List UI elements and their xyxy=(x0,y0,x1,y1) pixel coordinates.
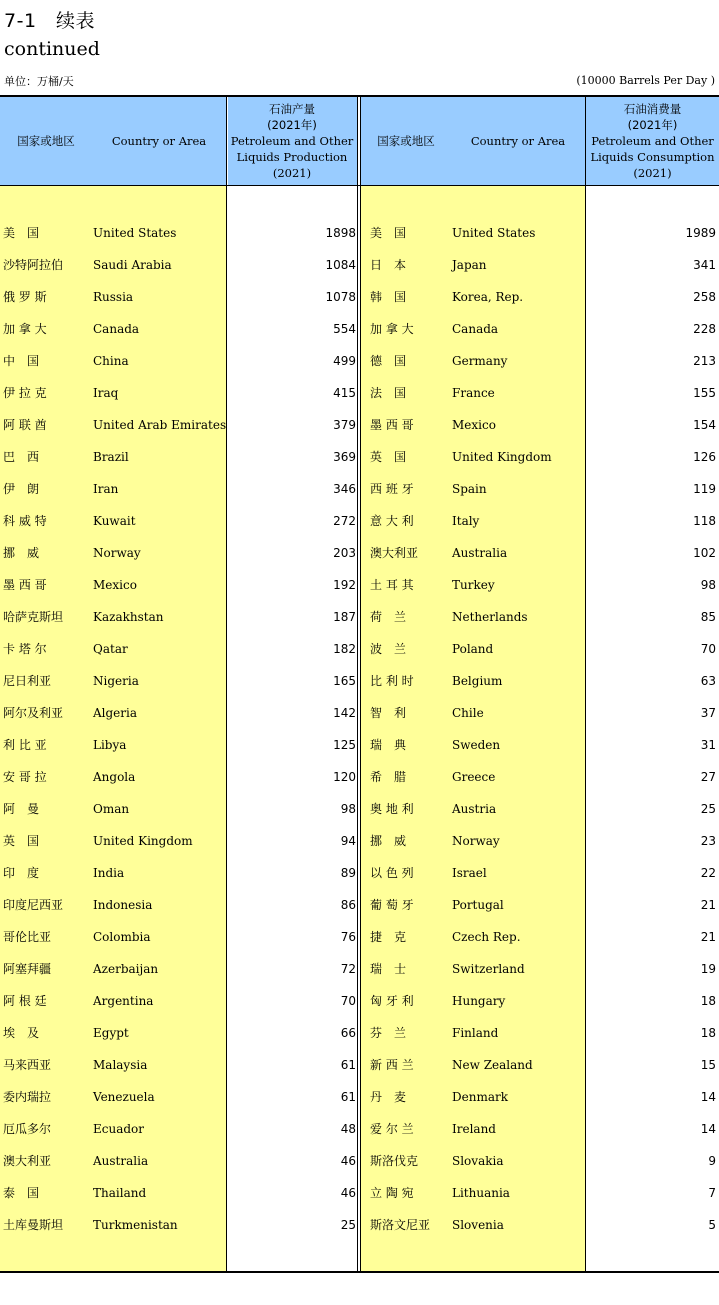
country-name-cn: 加 拿 大 xyxy=(3,322,47,336)
country-name-cn: 埃 及 xyxy=(3,1026,40,1040)
table-row xyxy=(367,825,716,857)
value-cell: 89 xyxy=(340,866,356,880)
country-name-cn: 阿 联 酋 xyxy=(3,418,47,432)
country-name-en: Venezuela xyxy=(93,1090,155,1104)
country-name-en: Switzerland xyxy=(452,962,525,976)
country-name-cn: 德 国 xyxy=(370,354,407,368)
country-name-en: Denmark xyxy=(452,1090,508,1104)
country-name-cn: 委内瑞拉 xyxy=(3,1090,52,1104)
table-row xyxy=(0,1081,356,1113)
country-name-cn: 沙特阿拉伯 xyxy=(3,258,64,272)
table-row xyxy=(0,601,356,633)
table-row xyxy=(367,473,716,505)
country-name-cn: 智 利 xyxy=(370,706,407,720)
value-cell: 14 xyxy=(700,1122,716,1136)
value-cell: 5 xyxy=(708,1218,716,1232)
consumption-header-line: (2021) xyxy=(633,166,672,180)
country-name-en: Angola xyxy=(93,770,136,784)
country-name-cn: 法 国 xyxy=(370,386,407,400)
value-cell: 19 xyxy=(700,962,716,976)
country-name-cn: 西 班 牙 xyxy=(370,482,414,496)
value-cell: 126 xyxy=(693,450,716,464)
divider-center-b xyxy=(360,96,361,1272)
country-name-en: Canada xyxy=(93,322,140,336)
table-row xyxy=(367,697,716,729)
value-cell: 46 xyxy=(340,1154,356,1168)
value-cell: 72 xyxy=(340,962,356,976)
value-cell: 258 xyxy=(693,290,716,304)
country-name-en: Netherlands xyxy=(452,610,528,624)
table-row xyxy=(367,1049,716,1081)
table-row xyxy=(367,1017,716,1049)
country-name-cn: 印 度 xyxy=(3,866,40,880)
country-name-cn: 爱 尔 兰 xyxy=(370,1122,414,1136)
country-name-en: Nigeria xyxy=(93,674,139,688)
country-name-cn: 荷 兰 xyxy=(370,610,407,624)
country-name-en: Kazakhstan xyxy=(93,610,164,624)
country-name-cn: 英 国 xyxy=(370,450,407,464)
value-cell: 22 xyxy=(700,866,716,880)
production-header-line: Petroleum and Other xyxy=(230,134,354,148)
country-name-en: Belgium xyxy=(452,674,503,688)
value-cell: 119 xyxy=(693,482,716,496)
table-row xyxy=(0,1049,356,1081)
country-name-en: Italy xyxy=(452,514,480,528)
country-name-en: Ireland xyxy=(452,1122,496,1136)
country-name-en: Australia xyxy=(93,1154,149,1168)
table-row xyxy=(0,409,356,441)
country-name-cn: 斯洛伐克 xyxy=(370,1154,419,1168)
value-cell: 346 xyxy=(333,482,356,496)
table-row xyxy=(0,345,356,377)
country-name-en: China xyxy=(93,354,129,368)
table-row xyxy=(367,857,716,889)
production-header xyxy=(227,97,357,185)
table-row xyxy=(0,857,356,889)
country-name-en: Portugal xyxy=(452,898,504,912)
country-name-cn: 卡 塔 尔 xyxy=(3,642,47,656)
value-cell: 341 xyxy=(693,258,716,272)
table-row xyxy=(367,921,716,953)
value-cell: 203 xyxy=(333,546,356,560)
value-cell: 70 xyxy=(700,642,716,656)
value-cell: 86 xyxy=(340,898,356,912)
value-cell: 18 xyxy=(700,1026,716,1040)
country-name-cn: 尼日利亚 xyxy=(3,674,52,688)
country-name-en: Spain xyxy=(452,482,487,496)
unit-label-cn: 单位：万桶/天 xyxy=(4,75,74,88)
table-row xyxy=(0,249,356,281)
value-cell: 369 xyxy=(333,450,356,464)
value-cell: 125 xyxy=(333,738,356,752)
value-cell: 7 xyxy=(708,1186,716,1200)
table-row xyxy=(0,633,356,665)
country-name-cn: 墨 西 哥 xyxy=(3,578,47,592)
country-name-en: Finland xyxy=(452,1026,499,1040)
country-name-en: Hungary xyxy=(452,994,506,1008)
value-cell: 76 xyxy=(340,930,356,944)
value-cell: 182 xyxy=(333,642,356,656)
table-row xyxy=(0,505,356,537)
country-name-cn: 挪 威 xyxy=(370,834,407,848)
country-name-en: Colombia xyxy=(93,930,151,944)
consumption-header-line: (2021年) xyxy=(627,118,678,132)
country-name-cn: 阿 曼 xyxy=(3,802,40,816)
country-name-en: Oman xyxy=(93,802,130,816)
country-name-en: Iran xyxy=(93,482,119,496)
table-row xyxy=(0,473,356,505)
value-cell: 66 xyxy=(340,1026,356,1040)
table-row xyxy=(0,1017,356,1049)
left-country-en-header: Country or Area xyxy=(111,134,207,148)
table-row xyxy=(367,217,716,249)
value-cell: 31 xyxy=(700,738,716,752)
country-name-en: Russia xyxy=(93,290,134,304)
table-row xyxy=(0,921,356,953)
country-name-en: Algeria xyxy=(93,706,138,720)
country-name-en: Thailand xyxy=(93,1186,147,1200)
consumption-header xyxy=(586,97,719,185)
table-row xyxy=(367,249,716,281)
country-name-en: Israel xyxy=(452,866,487,880)
country-name-cn: 意 大 利 xyxy=(370,514,414,528)
country-name-cn: 匈 牙 利 xyxy=(370,994,414,1008)
table-subtitle: continued xyxy=(4,38,100,60)
unit-label-en: (10000 Barrels Per Day ) xyxy=(576,74,715,87)
country-name-cn: 希 腊 xyxy=(370,770,407,784)
country-name-cn: 以 色 列 xyxy=(370,866,414,880)
value-cell: 192 xyxy=(333,578,356,592)
value-cell: 23 xyxy=(700,834,716,848)
value-cell: 94 xyxy=(340,834,356,848)
country-name-en: Canada xyxy=(452,322,499,336)
country-name-cn: 波 兰 xyxy=(370,642,407,656)
value-cell: 37 xyxy=(700,706,716,720)
value-cell: 554 xyxy=(333,322,356,336)
country-name-cn: 巴 西 xyxy=(3,450,40,464)
table-row xyxy=(367,441,716,473)
country-name-en: Egypt xyxy=(93,1026,129,1040)
value-cell: 142 xyxy=(333,706,356,720)
country-name-en: Japan xyxy=(452,258,487,272)
right-country-cn-header: 国家或地区 xyxy=(377,134,435,148)
country-name-cn: 挪 威 xyxy=(3,546,40,560)
table-row xyxy=(367,505,716,537)
country-name-en: Lithuania xyxy=(452,1186,510,1200)
country-name-cn: 俄 罗 斯 xyxy=(3,290,47,304)
country-name-cn: 斯洛文尼亚 xyxy=(370,1218,431,1232)
value-cell: 27 xyxy=(700,770,716,784)
table-row xyxy=(0,313,356,345)
table-row xyxy=(0,537,356,569)
table-row xyxy=(0,729,356,761)
country-name-cn: 阿 根 廷 xyxy=(3,994,47,1008)
table-row xyxy=(367,985,716,1017)
value-cell: 98 xyxy=(340,802,356,816)
country-name-en: United Kingdom xyxy=(93,834,193,848)
country-name-en: India xyxy=(93,866,125,880)
country-name-cn: 日 本 xyxy=(370,258,407,272)
value-cell: 118 xyxy=(693,514,716,528)
value-cell: 272 xyxy=(333,514,356,528)
value-cell: 15 xyxy=(700,1058,716,1072)
country-name-cn: 澳大利亚 xyxy=(370,546,419,560)
value-cell: 18 xyxy=(700,994,716,1008)
value-cell: 165 xyxy=(333,674,356,688)
country-name-en: Turkmenistan xyxy=(93,1218,178,1232)
country-name-cn: 澳大利亚 xyxy=(3,1154,52,1168)
value-cell: 120 xyxy=(333,770,356,784)
consumption-header-line: Liquids Consumption xyxy=(590,150,715,164)
country-name-en: United Kingdom xyxy=(452,450,552,464)
table-row xyxy=(0,1145,356,1177)
country-name-cn: 伊 朗 xyxy=(3,482,40,496)
table-row xyxy=(0,1177,356,1209)
divider-center-a xyxy=(357,96,358,1272)
country-name-cn: 哥伦比亚 xyxy=(3,930,52,944)
value-cell: 379 xyxy=(333,418,356,432)
country-name-en: Brazil xyxy=(93,450,129,464)
country-name-cn: 墨 西 哥 xyxy=(370,418,414,432)
country-name-cn: 丹 麦 xyxy=(370,1090,407,1104)
country-name-cn: 阿塞拜疆 xyxy=(3,962,52,976)
table-row xyxy=(0,985,356,1017)
value-cell: 187 xyxy=(333,610,356,624)
country-name-cn: 韩 国 xyxy=(370,290,407,304)
table-row xyxy=(367,729,716,761)
country-name-cn: 科 威 特 xyxy=(3,514,47,528)
production-header-line: (2021) xyxy=(272,166,312,180)
value-cell: 1084 xyxy=(325,258,356,272)
country-name-cn: 美 国 xyxy=(370,226,407,240)
value-cell: 14 xyxy=(700,1090,716,1104)
table-row xyxy=(0,569,356,601)
value-cell: 61 xyxy=(340,1090,356,1104)
country-name-cn: 奥 地 利 xyxy=(370,802,414,816)
country-name-en: Poland xyxy=(452,642,494,656)
country-name-cn: 瑞 典 xyxy=(370,738,407,752)
table-row xyxy=(367,281,716,313)
value-cell: 48 xyxy=(340,1122,356,1136)
left-country-cn-header: 国家或地区 xyxy=(17,134,75,148)
value-cell: 46 xyxy=(340,1186,356,1200)
country-name-cn: 美 国 xyxy=(3,226,40,240)
country-name-en: Qatar xyxy=(93,642,128,656)
country-name-en: Mexico xyxy=(452,418,496,432)
country-name-cn: 泰 国 xyxy=(3,1186,40,1200)
country-name-cn: 安 哥 拉 xyxy=(3,770,47,784)
consumption-header-line: Petroleum and Other xyxy=(591,134,714,148)
value-cell: 25 xyxy=(700,802,716,816)
country-name-en: Greece xyxy=(452,770,496,784)
value-cell: 499 xyxy=(333,354,356,368)
table-row xyxy=(0,441,356,473)
table-row xyxy=(0,953,356,985)
country-name-en: Turkey xyxy=(452,578,495,592)
production-header-line: 石油产量 xyxy=(269,102,315,116)
table-row xyxy=(367,1113,716,1145)
table-row xyxy=(367,1145,716,1177)
table-row xyxy=(0,217,356,249)
country-name-cn: 立 陶 宛 xyxy=(370,1186,414,1200)
country-name-cn: 土 耳 其 xyxy=(370,578,414,592)
country-name-en: Norway xyxy=(452,834,500,848)
value-cell: 415 xyxy=(333,386,356,400)
production-header-line: Liquids Production xyxy=(236,150,348,164)
value-cell: 228 xyxy=(693,322,716,336)
country-name-cn: 阿尔及利亚 xyxy=(3,706,64,720)
right-country-en-header: Country or Area xyxy=(470,134,566,148)
table-title: 7-1 续表 xyxy=(4,10,96,32)
value-cell: 21 xyxy=(700,930,716,944)
country-name-en: Czech Rep. xyxy=(452,930,521,944)
country-name-cn: 中 国 xyxy=(3,354,40,368)
table-row xyxy=(0,377,356,409)
value-cell: 63 xyxy=(700,674,716,688)
country-name-en: France xyxy=(452,386,495,400)
table-row xyxy=(0,889,356,921)
table-row xyxy=(367,1081,716,1113)
consumption-header-line: 石油消费量 xyxy=(623,102,682,116)
country-name-en: Slovenia xyxy=(452,1218,504,1232)
table-row xyxy=(367,569,716,601)
country-name-cn: 哈萨克斯坦 xyxy=(3,610,64,624)
value-cell: 155 xyxy=(693,386,716,400)
value-cell: 85 xyxy=(700,610,716,624)
country-name-en: Austria xyxy=(452,802,497,816)
country-name-en: Chile xyxy=(452,706,484,720)
production-header-line: (2021年) xyxy=(267,118,317,132)
value-cell: 154 xyxy=(693,418,716,432)
country-name-cn: 捷 克 xyxy=(370,930,407,944)
value-cell: 102 xyxy=(693,546,716,560)
table-row xyxy=(367,345,716,377)
country-name-en: United States xyxy=(452,226,536,240)
country-name-en: Indonesia xyxy=(93,898,153,912)
country-name-cn: 新 西 兰 xyxy=(370,1058,414,1072)
table-row xyxy=(367,1177,716,1209)
table-row xyxy=(367,665,716,697)
table-row xyxy=(0,665,356,697)
table-row xyxy=(367,793,716,825)
country-name-en: Azerbaijan xyxy=(93,962,159,976)
table-row xyxy=(0,761,356,793)
country-name-en: United Arab Emirates xyxy=(93,418,227,432)
value-cell: 1898 xyxy=(325,226,356,240)
table-row xyxy=(367,313,716,345)
country-name-en: Korea, Rep. xyxy=(452,290,524,304)
country-name-en: Iraq xyxy=(93,386,119,400)
country-name-en: Australia xyxy=(452,546,508,560)
country-name-en: Ecuador xyxy=(93,1122,145,1136)
table-row xyxy=(367,409,716,441)
table-row xyxy=(367,377,716,409)
table-row xyxy=(367,601,716,633)
table-row xyxy=(0,793,356,825)
country-name-cn: 芬 兰 xyxy=(370,1026,407,1040)
table-row xyxy=(0,825,356,857)
table-row xyxy=(367,1209,716,1241)
country-name-cn: 伊 拉 克 xyxy=(3,386,47,400)
table-row xyxy=(367,633,716,665)
country-name-en: Argentina xyxy=(93,994,154,1008)
table-row xyxy=(0,1113,356,1145)
country-name-cn: 瑞 士 xyxy=(370,962,407,976)
value-cell: 213 xyxy=(693,354,716,368)
value-cell: 9 xyxy=(708,1154,716,1168)
country-name-en: Germany xyxy=(452,354,508,368)
value-cell: 21 xyxy=(700,898,716,912)
country-name-cn: 利 比 亚 xyxy=(3,738,47,752)
table-row xyxy=(367,889,716,921)
value-cell: 25 xyxy=(340,1218,356,1232)
table-row xyxy=(367,537,716,569)
table-row xyxy=(367,953,716,985)
country-name-en: Slovakia xyxy=(452,1154,504,1168)
country-name-cn: 厄瓜多尔 xyxy=(3,1122,52,1136)
value-cell: 61 xyxy=(340,1058,356,1072)
country-name-cn: 比 利 时 xyxy=(370,674,414,688)
value-cell: 70 xyxy=(340,994,356,1008)
country-name-en: Norway xyxy=(93,546,141,560)
table-row xyxy=(0,1209,356,1241)
country-name-cn: 英 国 xyxy=(3,834,40,848)
country-name-en: United States xyxy=(93,226,177,240)
table-row xyxy=(0,697,356,729)
value-cell: 98 xyxy=(700,578,716,592)
country-name-en: Saudi Arabia xyxy=(93,258,172,272)
table-row xyxy=(367,761,716,793)
country-name-en: Malaysia xyxy=(93,1058,148,1072)
country-name-en: New Zealand xyxy=(452,1058,533,1072)
country-name-cn: 土库曼斯坦 xyxy=(3,1218,64,1232)
country-name-en: Kuwait xyxy=(93,514,136,528)
value-cell: 1078 xyxy=(325,290,356,304)
country-name-cn: 马来西亚 xyxy=(3,1058,52,1072)
country-name-cn: 印度尼西亚 xyxy=(3,898,64,912)
country-name-cn: 加 拿 大 xyxy=(370,322,414,336)
table-row xyxy=(0,281,356,313)
country-name-en: Libya xyxy=(93,738,127,752)
country-name-cn: 葡 萄 牙 xyxy=(370,898,414,912)
value-cell: 1989 xyxy=(685,226,716,240)
country-name-en: Mexico xyxy=(93,578,137,592)
country-name-en: Sweden xyxy=(452,738,501,752)
